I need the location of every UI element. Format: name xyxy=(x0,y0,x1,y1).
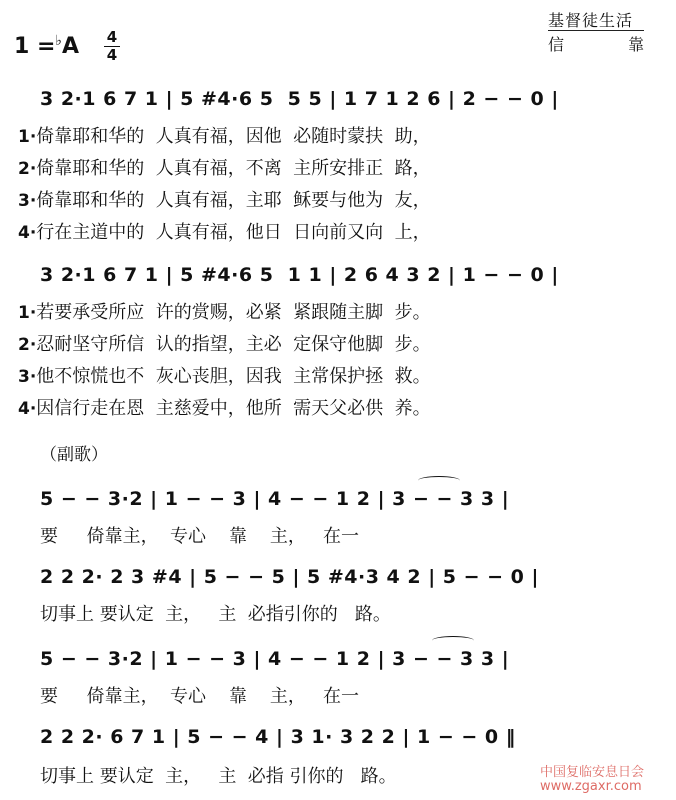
chorus-lyric-1: 要 倚靠主， 专心 靠 主， 在一 xyxy=(40,526,359,547)
source-title: 基督徒生活 xyxy=(548,11,634,30)
meter-bottom: 4 xyxy=(106,46,118,64)
meter-top: 4 xyxy=(106,28,118,46)
chorus-notation-3: 5 − − 3·2 | 1 − − 3 | 4 − − 1 2 | 3 − − 3 3 | xyxy=(40,648,510,670)
verse-number: 1· xyxy=(18,303,37,323)
chorus-label: （副歌） xyxy=(40,445,108,465)
key-signature xyxy=(14,33,80,59)
site-watermark xyxy=(540,766,644,794)
verse-number: 2· xyxy=(18,159,37,179)
verse-2-line-2 xyxy=(18,330,431,356)
verse-number: 4· xyxy=(18,223,37,243)
verse-1-line-1 xyxy=(18,122,431,148)
verse-1-line-2 xyxy=(18,298,431,324)
chorus-notation-4: 2 2 2· 6 7 1 | 5 − − 4 | 3 1· 3 2 2 | 1 − − 0 ‖ xyxy=(40,726,516,748)
key-prefix: 1 = xyxy=(14,34,56,59)
watermark-line-1: 中国复临安息日会 xyxy=(540,765,645,780)
verse-text: 若要承受所应 许的赏赐，必紧 紧跟随主脚 步。 xyxy=(36,302,431,323)
chorus-lyric-3: 要 倚靠主， 专心 靠 主， 在一 xyxy=(40,686,359,707)
song-title-char-2: 靠 xyxy=(627,35,644,54)
verse-3-line-2 xyxy=(18,362,431,388)
song-title xyxy=(548,30,644,55)
verse-text: 倚靠耶和华的 人真有福，因他 必随时蒙扶 助， xyxy=(36,126,431,147)
verse-number: 1· xyxy=(18,127,37,147)
key-note: A xyxy=(62,34,80,59)
chorus-lyric-2: 切事上 要认定 主， 主 必指引你的 路。 xyxy=(40,604,391,625)
chorus-notation-2: 2 2 2· 2 3 #4 | 5 − − 5 | 5 #4·3 4 2 | 5 − − 0 | xyxy=(40,566,539,588)
verse-number: 3· xyxy=(18,191,37,211)
verse-3-line-1 xyxy=(18,186,431,212)
verse-text: 倚靠耶和华的 人真有福，不离 主所安排正 路， xyxy=(36,158,431,179)
verse-number: 4· xyxy=(18,399,37,419)
chorus-notation-1: 5 − − 3·2 | 1 − − 3 | 4 − − 1 2 | 3 − − 3 3 | xyxy=(40,488,510,510)
verse-4-line-2 xyxy=(18,394,431,420)
verse-2-line-1 xyxy=(18,154,431,180)
flat-icon: ♭ xyxy=(55,33,63,49)
slur-mark xyxy=(418,476,460,485)
verse-number: 3· xyxy=(18,367,37,387)
verse-text: 他不惊慌也不 灰心丧胆，因我 主常保护拯 救。 xyxy=(36,366,431,387)
verse-text: 因信行走在恩 主慈爱中，他所 需天父必供 养。 xyxy=(36,398,431,419)
watermark-line-2: www.zgaxr.com xyxy=(540,779,642,794)
verse-text: 行在主道中的 人真有福，他日 日向前又向 上， xyxy=(36,222,431,243)
song-title-char-1: 信 xyxy=(548,35,565,54)
verse-text: 忍耐坚守所信 认的指望，主必 定保守他脚 步。 xyxy=(36,334,431,355)
time-signature xyxy=(104,30,120,63)
notation-line-1: 3 2·1 6 7 1 | 5 #4·6 5 5 5 | 1 7 1 2 6 | 2 − − 0 | xyxy=(40,88,559,110)
verse-4-line-1 xyxy=(18,218,431,244)
verse-number: 2· xyxy=(18,335,37,355)
slur-mark xyxy=(432,636,474,645)
verse-text: 倚靠耶和华的 人真有福，主耶 稣要与他为 友， xyxy=(36,190,431,211)
notation-line-2: 3 2·1 6 7 1 | 5 #4·6 5 1 1 | 2 6 4 3 2 | 1 − − 0 | xyxy=(40,264,559,286)
chorus-lyric-4: 切事上 要认定 主， 主 必指 引你的 路。 xyxy=(40,766,397,787)
